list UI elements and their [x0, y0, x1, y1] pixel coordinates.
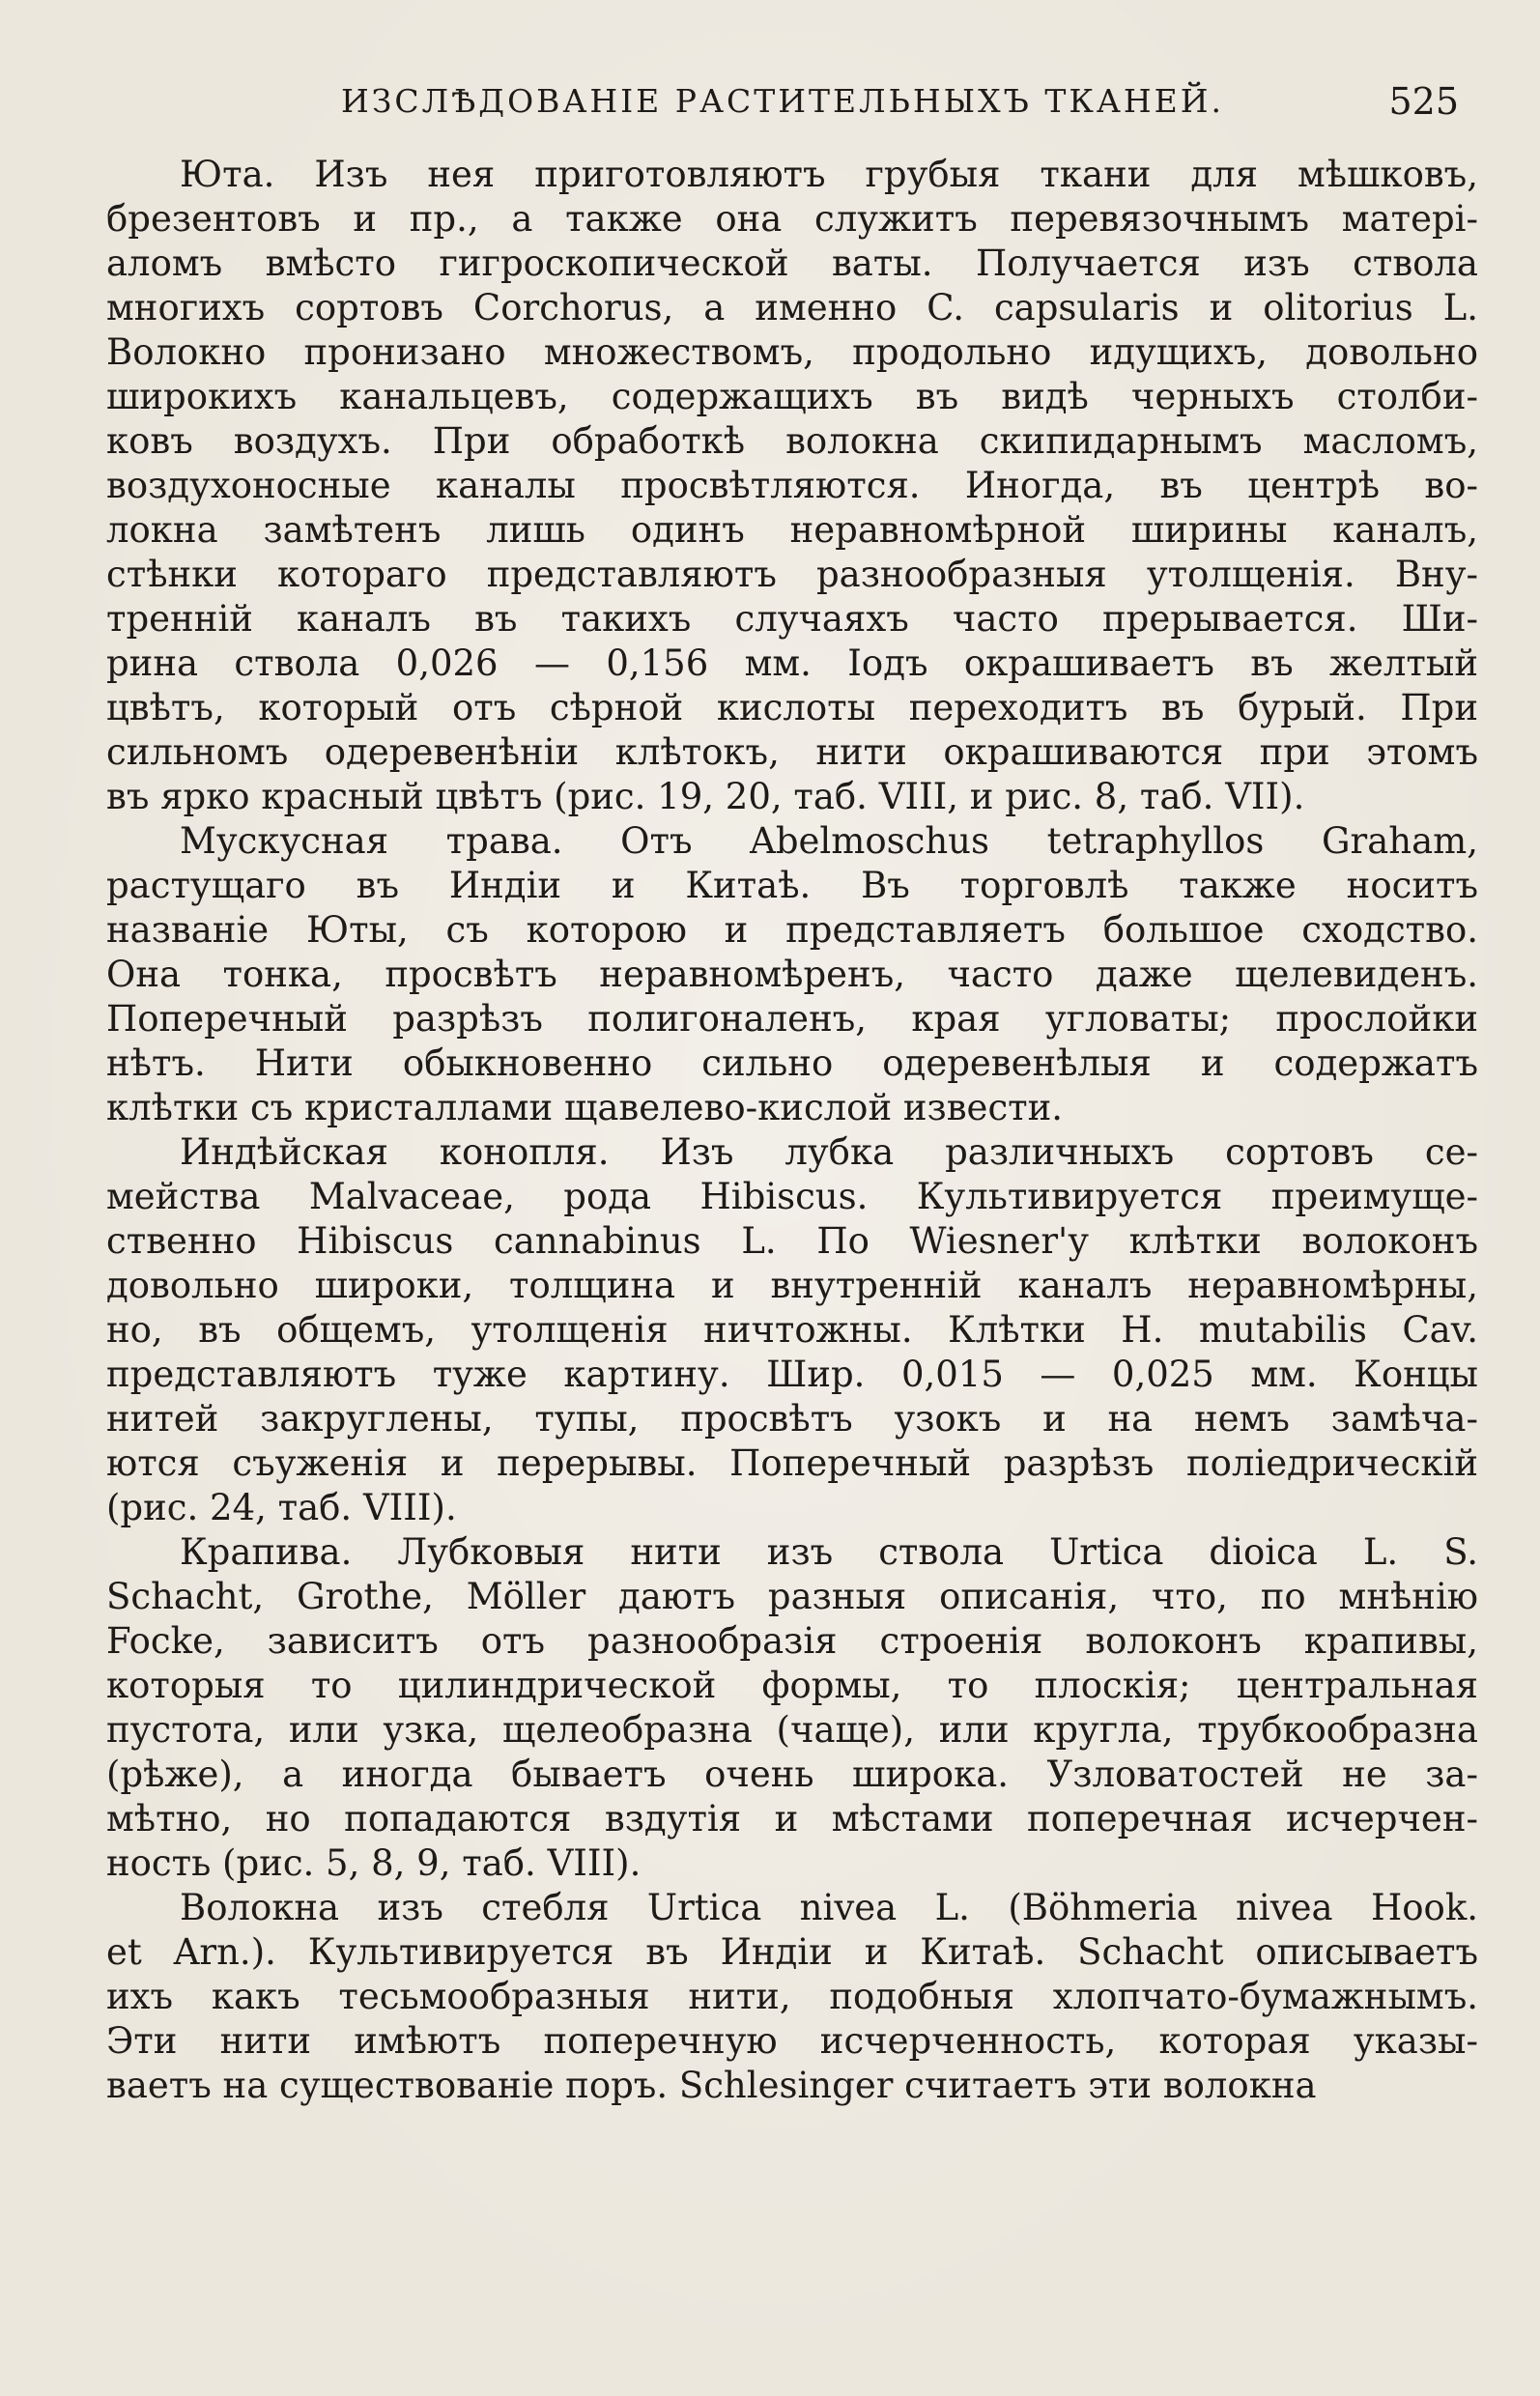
text-line: Волокна изъ стебля Urtica nivea L. (Böhmeria nivea Hook. [180, 1887, 1478, 1928]
text-line: Эти нити имѣютъ поперечную исчерченность, которая указы- [106, 2020, 1478, 2062]
paragraph [106, 1130, 1478, 1530]
text-line: цвѣтъ, который отъ сѣрной кислоты переходитъ въ бурый. При [106, 687, 1478, 728]
text-line: мейства Malvaceae, рода Hibiscus. Культивируется преимуще- [106, 1176, 1478, 1217]
paragraph [106, 1886, 1478, 2108]
text-line: воздухоносные каналы просвѣтляются. Иногда, въ центрѣ во- [106, 465, 1478, 506]
text-line: Мускусная трава. Отъ Abelmoschus tetraphyllos Graham, [180, 820, 1478, 862]
text-line: Schacht, Grothe, Möller даютъ разныя описанія, что, по мнѣнію [106, 1576, 1478, 1617]
text-line: въ ярко красный цвѣтъ (рис. 19, 20, таб. VIII, и рис. 8, таб. VII). [106, 776, 1305, 817]
text-line: ваетъ на существованіе поръ. Schlesinger считаетъ эти волокна [106, 2065, 1317, 2106]
text-line: тренній каналъ въ такихъ случаяхъ часто прерывается. Ши- [106, 598, 1478, 640]
text-line: Индѣйская конопля. Изъ лубка различныхъ сортовъ се- [180, 1131, 1478, 1173]
text-line: ихъ какъ тесьмообразныя нити, подобныя хлопчато-бумажнымъ. [106, 1976, 1478, 2017]
text-line: пустота, или узка, щелеобразна (чаще), или кругла, трубкообразна [106, 1709, 1478, 1751]
text-line: локна замѣтенъ лишь одинъ неравномѣрной ширины каналъ, [106, 509, 1478, 551]
text-line: широкихъ канальцевъ, содержащихъ въ видѣ черныхъ столби- [106, 376, 1478, 417]
text-line: но, въ общемъ, утолщенія ничтожны. Клѣтки H. mutabilis Cav. [106, 1309, 1478, 1351]
text-line: нитей закруглены, тупы, просвѣтъ узокъ и на немъ замѣча- [106, 1398, 1478, 1440]
text-line: представляютъ туже картину. Шир. 0,015 — 0,025 мм. Концы [106, 1354, 1478, 1395]
paragraph [106, 153, 1478, 819]
body-text [106, 153, 1478, 2108]
text-line: ковъ воздухъ. При обработкѣ волокна скипидарнымъ масломъ, [106, 420, 1478, 462]
text-line: брезентовъ и пр., а также она служитъ перевязочнымъ матері- [106, 198, 1478, 240]
text-line: которыя то цилиндрической формы, то плоскія; центральная [106, 1665, 1478, 1706]
text-line: аломъ вмѣсто гигроскопической ваты. Получается изъ ствола [106, 242, 1478, 284]
text-line: многихъ сортовъ Corchorus, а именно C. capsularis и olitorius L. [106, 287, 1478, 328]
page-header [106, 77, 1459, 126]
text-line: стѣнки котораго представляютъ разнообразныя утолщенія. Вну- [106, 554, 1478, 595]
text-line: Она тонка, просвѣтъ неравномѣренъ, часто даже щелевиденъ. [106, 954, 1478, 995]
paragraph [106, 1530, 1478, 1886]
text-line: мѣтно, но попадаются вздутія и мѣстами поперечная исчерчен- [106, 1798, 1478, 1840]
text-line: нѣтъ. Нити обыкновенно сильно одеревенѣлыя и содержатъ [106, 1042, 1478, 1084]
text-line: рина ствола 0,026 — 0,156 мм. Іодъ окрашиваетъ въ желтый [106, 642, 1478, 684]
text-line: Крапива. Лубковыя нити изъ ствола Urtica dioica L. S. [180, 1531, 1478, 1573]
text-line: сильномъ одеревенѣніи клѣтокъ, нити окрашиваются при этомъ [106, 731, 1478, 773]
text-line: (рѣже), а иногда бываетъ очень широка. Узловатостей не за- [106, 1754, 1478, 1795]
text-line: клѣтки съ кристаллами щавелево-кислой извести. [106, 1087, 1064, 1128]
text-line: ются съуженія и перерывы. Поперечный разрѣзъ поліедрическій [106, 1442, 1478, 1484]
text-line: растущаго въ Индіи и Китаѣ. Въ торговлѣ также носитъ [106, 865, 1478, 906]
text-line: ность (рис. 5, 8, 9, таб. VIII). [106, 1842, 642, 1884]
text-line: et Arn.). Культивируется въ Индіи и Китаѣ. Schacht описываетъ [106, 1931, 1478, 1973]
page-number: 525 [1388, 80, 1459, 123]
text-line: Поперечный разрѣзъ полигоналенъ, края угловаты; прослойки [106, 998, 1478, 1040]
running-title: ИЗСЛѢДОВАНІЕ РАСТИТЕЛЬНЫХЪ ТКАНЕЙ. [340, 82, 1224, 120]
text-line: Юта. Изъ нея приготовляютъ грубыя ткани для мѣшковъ, [180, 154, 1478, 195]
paragraph [106, 819, 1478, 1130]
text-line: ственно Hibiscus cannabinus L. По Wiesner'у клѣтки волоконъ [106, 1220, 1478, 1262]
text-line: (рис. 24, таб. VIII). [106, 1487, 457, 1528]
text-line: названіе Юты, съ которою и представляетъ большое сходство. [106, 909, 1478, 951]
text-line: довольно широки, толщина и внутренній каналъ неравномѣрны, [106, 1265, 1478, 1306]
text-line: Focke, зависитъ отъ разнообразія строенія волоконъ крапивы, [106, 1620, 1478, 1662]
text-line: Волокно пронизано множествомъ, продольно идущихъ, довольно [106, 331, 1478, 373]
